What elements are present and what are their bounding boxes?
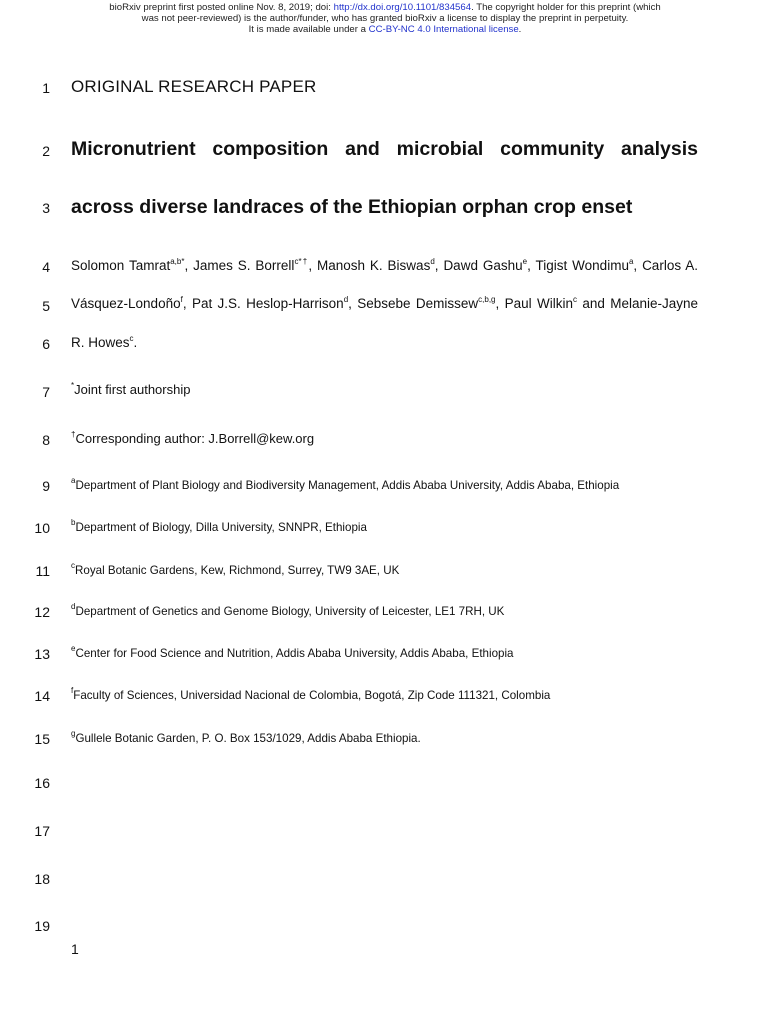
line-number: 5 — [42, 298, 50, 314]
line-number: 9 — [42, 478, 50, 494]
line-number: 7 — [42, 384, 50, 400]
affiliation: $^b$Department of Biology, Dilla University, SNNPR, Ethiopia — [71, 518, 367, 534]
line-number: 2 — [42, 143, 50, 159]
line-number: 19 — [34, 918, 50, 934]
author: Sebsebe Demissew$^{c,b,g}$ — [357, 295, 496, 311]
author-partial: R. Howes — [71, 335, 130, 350]
author: Solomon Tamrat$^{a,b*}$ — [71, 257, 185, 273]
line-number: 14 — [34, 688, 50, 704]
header-line-1: bioRxiv preprint first posted online Nov. 8, 2019; doi: http://dx.doi.org/10.1101/834564. The copyright holder for this preprint (which — [109, 2, 661, 13]
article-type: ORIGINAL RESEARCH PAPER — [71, 77, 317, 96]
line-number: 16 — [34, 775, 50, 791]
author: James S. Borrell$^{c*\dagger}$ — [193, 257, 309, 273]
corresponding-author-note: †Corresponding author: J.Borrell@kew.org — [71, 430, 315, 446]
author: Pat J.S. Heslop-Harrison$^d$ — [191, 295, 349, 311]
header-line-2: was not peer-reviewed) is the author/funder, who has granted bioRxiv a license to display the preprint in perpetuity. — [141, 13, 629, 24]
author-partial: Carlos A. — [642, 258, 698, 273]
line-number: 6 — [42, 336, 50, 352]
line-number: 11 — [35, 563, 50, 579]
line-number: 15 — [34, 731, 50, 747]
line-number: 12 — [34, 604, 50, 620]
author-partial: Vásquez-Londoño — [71, 296, 181, 311]
affiliation: $^g$Gullele Botanic Garden, P. O. Box 153/1029, Addis Ababa Ethiopia. — [71, 729, 421, 745]
author: Tigist Wondimu$^a$ — [535, 257, 634, 273]
affiliation: $^c$Royal Botanic Gardens, Kew, Richmond, Surrey, TW9 3AE, UK — [71, 561, 400, 577]
affiliation: $^d$Department of Genetics and Genome Biology, University of Leicester, LE1 7RH, UK — [71, 602, 505, 618]
title-line-1: Micronutrient composition and microbial community analysis — [71, 138, 698, 160]
line-number: 4 — [42, 259, 50, 275]
author: Dawd Gashu$^e$ — [443, 257, 528, 273]
authors-line-1: Solomon Tamrat$^{a,b*}$, James S. Borrell$^{c*\dagger}$, Manosh K. Biswas$^d$, Dawd Gashu$^e$, Tigist Wondimu$^a$, Carlos A. — [71, 257, 698, 273]
line-number: 18 — [34, 871, 50, 887]
joint-authorship-note: *Joint first authorship — [71, 381, 191, 397]
line-number: 17 — [34, 823, 50, 839]
page-number: 1 — [71, 941, 79, 957]
line-number: 13 — [34, 646, 50, 662]
header-line-3: It is made available under a CC-BY-NC 4.0 International license. — [248, 24, 522, 35]
affiliation: $^e$Center for Food Science and Nutrition, Addis Ababa University, Addis Ababa, Ethiopia — [71, 644, 514, 660]
author-partial: Melanie-Jayne — [610, 296, 698, 311]
license-link[interactable]: CC-BY-NC 4.0 International license — [368, 24, 519, 35]
preprint-header — [0, 2, 770, 35]
affiliation: $^f$Faculty of Sciences, Universidad Nacional de Colombia, Bogotá, Zip Code 111321, Colombia — [71, 686, 551, 702]
authors-line-3: R. Howes$^c$. — [71, 334, 138, 350]
line-number: 1 — [42, 80, 50, 96]
line-number: 3 — [42, 200, 50, 216]
author: Manosh K. Biswas$^d$ — [316, 257, 435, 273]
line-number: 10 — [34, 520, 50, 536]
title-line-2: across diverse landraces of the Ethiopian orphan crop enset — [71, 196, 633, 218]
author: Paul Wilkin$^c$ — [504, 295, 577, 311]
affiliation: $^a$Department of Plant Biology and Biodiversity Management, Addis Ababa University, Addis Ababa, Ethiopia — [71, 476, 620, 492]
line-number: 8 — [42, 432, 50, 448]
doi-link[interactable]: http://dx.doi.org/10.1101/834564 — [333, 2, 472, 13]
authors-line-2: Vásquez-Londoño$^f$, Pat J.S. Heslop-Harrison$^d$, Sebsebe Demissew$^{c,b,g}$, Paul Wilkin$^c$ and Melanie-Jayne — [71, 295, 698, 311]
